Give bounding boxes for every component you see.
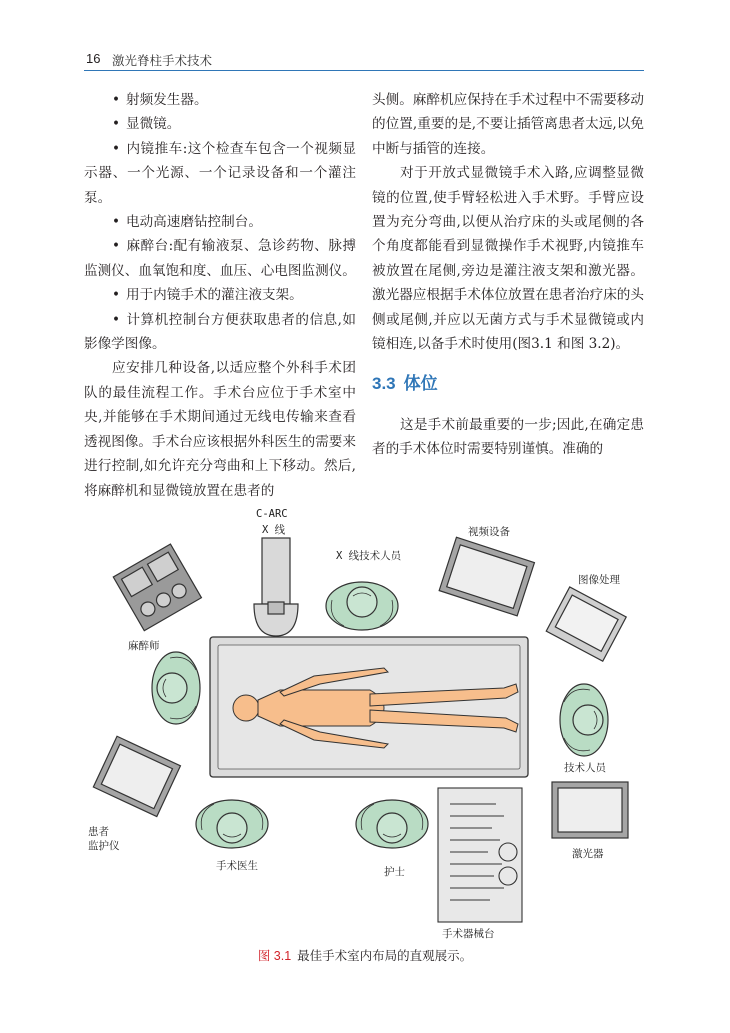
bullet-item: • 用于内镜手术的灌注液支架。	[84, 283, 356, 307]
video-monitor	[439, 537, 534, 616]
bullet-dot: •	[112, 140, 121, 157]
bullet-dot: •	[112, 287, 121, 304]
label-surgeon: 手术医生	[216, 860, 258, 872]
right-column	[372, 88, 644, 462]
anesthesia-cart	[113, 544, 201, 631]
label-xray-tech: X 线技术人员	[336, 550, 402, 562]
operating-room-figure	[84, 508, 644, 942]
label-c-arc-xray: X 线	[262, 524, 286, 536]
label-nurse: 护士	[384, 866, 405, 878]
instrument-table	[438, 788, 522, 922]
bullet-item: • 内镜推车:这个检查车包含一个视频显示器、一个光源、一个记录设备和一个灌注泵。	[84, 137, 356, 210]
c-arc-machine	[254, 538, 298, 636]
label-c-arc: C-ARC	[256, 508, 288, 520]
surgeon-figure	[196, 800, 268, 848]
label-technician: 技术人员	[564, 762, 606, 774]
bullet-item: • 电动高速磨钻控制台。	[84, 210, 356, 234]
bullet-dot: •	[112, 238, 121, 255]
body-paragraph: 应安排几种设备,以适应整个外科手术团队的最佳流程工作。手术台应位于手术室中央,并能够在手术期间通过无线电传输来查看透视图像。手术台应该根据外科医生的需要来进行控制,如允许充分弯曲和上下移动。然后,将麻醉机和显微镜放置在患者的	[84, 360, 356, 499]
bullet-item: • 显微镜。	[84, 112, 356, 136]
body-paragraph: 这是手术前最重要的一步;因此,在确定患者的手术体位时需要特别谨慎。准确的	[372, 416, 644, 458]
image-processing-laptop	[546, 587, 626, 661]
xray-technician	[326, 582, 398, 630]
page-number: 16	[86, 51, 101, 66]
anesthetist-figure	[152, 652, 200, 724]
caption-text: 最佳手术室内布局的直观展示。	[297, 949, 473, 963]
left-column	[84, 88, 356, 503]
section-heading	[372, 372, 644, 396]
technician-figure	[560, 684, 608, 756]
laser-device	[552, 782, 628, 838]
bullet-dot: •	[112, 116, 121, 133]
figure-caption	[0, 946, 730, 964]
label-patient-monitor-2: 监护仪	[88, 840, 120, 852]
bullet-dot: •	[112, 92, 121, 108]
bullet-item: • 麻醉台:配有输液泵、急诊药物、脉搏监测仪、血氧饱和度、血压、心电图监测仪。	[84, 234, 356, 283]
bullet-dot: •	[112, 311, 121, 328]
running-header	[84, 46, 644, 70]
bullet-item: • 计算机控制台方便获取患者的信息,如影像学图像。	[84, 308, 356, 357]
section-title: 体位	[403, 374, 438, 394]
section-number: 3.3	[372, 374, 396, 394]
operating-room-diagram	[84, 512, 644, 942]
running-title: 激光脊柱手术技术	[112, 54, 213, 68]
label-patient-monitor-1: 患者	[88, 826, 109, 838]
label-instrument-table: 手术器械台	[442, 928, 495, 940]
bullet-dot: •	[112, 214, 121, 231]
header-rule	[84, 70, 644, 71]
nurse-figure	[356, 800, 428, 848]
label-video: 视频设备	[468, 526, 510, 538]
label-image-processing: 图像处理	[578, 574, 620, 586]
bullet-item: • 射频发生器。	[84, 88, 356, 112]
figure-number: 图 3.1	[257, 949, 292, 963]
label-anesthetist: 麻醉师	[128, 640, 160, 652]
label-laser: 激光器	[572, 848, 604, 860]
body-paragraph: 头侧。麻醉机应保持在手术过程中不需要移动的位置,重要的是,不要让插管离患者太远,以免中断与插管的连接。	[372, 92, 644, 157]
patient-monitor	[93, 736, 180, 816]
body-paragraph: 对于开放式显微镜手术入路,应调整显微镜的位置,使手臂轻松进入手术野。手臂应设置为充分弯曲,以便从治疗床的头或尾侧的各个角度都能看到显微操作手术视野,内镜推车被放置在尾侧,旁边是灌注液支架和激光器。激光器应根据手术体位放置在患者治疗床的头侧或尾侧,并应以无菌方式与手术显微镜或内镜相连,以备手术时使用(图3.1 和图 3.2)。	[372, 165, 644, 353]
